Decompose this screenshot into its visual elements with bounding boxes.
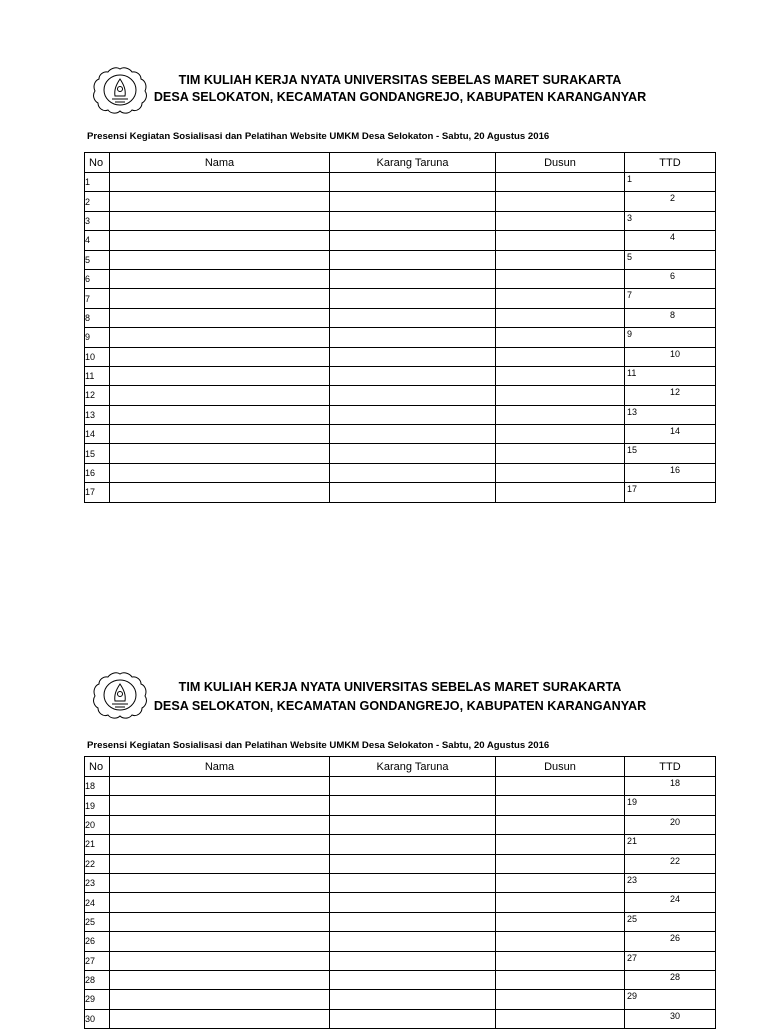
table-header-row bbox=[85, 757, 716, 777]
signature-cell[interactable] bbox=[625, 269, 716, 288]
table-row bbox=[85, 912, 716, 931]
signature-number: 25 bbox=[627, 913, 638, 924]
nama-cell[interactable] bbox=[110, 815, 330, 834]
nama-cell[interactable] bbox=[110, 932, 330, 951]
signature-number: 28 bbox=[670, 971, 681, 982]
dusun-cell[interactable] bbox=[496, 990, 625, 1009]
signature-cell[interactable] bbox=[625, 366, 716, 385]
signature-number: 19 bbox=[627, 797, 638, 808]
karang-taruna-cell[interactable] bbox=[330, 463, 496, 482]
dusun-cell[interactable] bbox=[496, 912, 625, 931]
karang-taruna-cell[interactable] bbox=[330, 483, 496, 502]
table-row bbox=[85, 970, 716, 989]
row-number: 15 bbox=[85, 444, 110, 463]
nama-cell[interactable] bbox=[110, 405, 330, 424]
karang-taruna-cell[interactable] bbox=[330, 425, 496, 444]
nama-cell[interactable] bbox=[110, 192, 330, 211]
table-row bbox=[85, 990, 716, 1009]
signature-cell[interactable] bbox=[625, 951, 716, 970]
signature-cell[interactable] bbox=[625, 308, 716, 327]
column-header-no: No bbox=[85, 153, 110, 173]
dusun-cell[interactable] bbox=[496, 269, 625, 288]
karang-taruna-cell[interactable] bbox=[330, 211, 496, 230]
row-number: 28 bbox=[85, 970, 110, 989]
row-number: 4 bbox=[85, 231, 110, 250]
attendance-table bbox=[84, 152, 716, 503]
table-row bbox=[85, 328, 716, 347]
karang-taruna-cell[interactable] bbox=[330, 932, 496, 951]
dusun-cell[interactable] bbox=[496, 463, 625, 482]
dusun-cell[interactable] bbox=[496, 308, 625, 327]
row-number: 18 bbox=[85, 777, 110, 796]
table-row bbox=[85, 893, 716, 912]
table-row bbox=[85, 873, 716, 892]
dusun-cell[interactable] bbox=[496, 796, 625, 815]
karang-taruna-cell[interactable] bbox=[330, 269, 496, 288]
signature-number: 20 bbox=[670, 816, 681, 827]
row-number: 10 bbox=[85, 347, 110, 366]
dusun-cell[interactable] bbox=[496, 835, 625, 854]
nama-cell[interactable] bbox=[110, 269, 330, 288]
karang-taruna-cell[interactable] bbox=[330, 231, 496, 250]
nama-cell[interactable] bbox=[110, 990, 330, 1009]
karang-taruna-cell[interactable] bbox=[330, 173, 496, 192]
karang-taruna-cell[interactable] bbox=[330, 405, 496, 424]
row-number: 22 bbox=[85, 854, 110, 873]
karang-taruna-cell[interactable] bbox=[330, 970, 496, 989]
row-number: 1 bbox=[85, 173, 110, 192]
header-subtitle: Presensi Kegiatan Sosialisasi dan Pelatihan Website UMKM Desa Selokaton - Sabtu, 20 Agustus 2016 bbox=[87, 740, 550, 751]
row-number: 12 bbox=[85, 386, 110, 405]
signature-number: 17 bbox=[627, 484, 638, 495]
nama-cell[interactable] bbox=[110, 386, 330, 405]
signature-cell[interactable] bbox=[625, 990, 716, 1009]
signature-number: 11 bbox=[627, 367, 637, 378]
column-header-ttd: TTD bbox=[625, 153, 716, 173]
signature-number: 15 bbox=[627, 445, 638, 456]
column-header-karang-taruna: Karang Taruna bbox=[330, 757, 496, 777]
signature-number: 26 bbox=[670, 933, 681, 944]
nama-cell[interactable] bbox=[110, 796, 330, 815]
signature-cell[interactable] bbox=[625, 854, 716, 873]
signature-cell[interactable] bbox=[625, 425, 716, 444]
signature-number: 13 bbox=[627, 406, 638, 417]
signature-cell[interactable] bbox=[625, 405, 716, 424]
nama-cell[interactable] bbox=[110, 912, 330, 931]
university-seal-icon bbox=[90, 670, 150, 720]
table-row bbox=[85, 951, 716, 970]
table-row bbox=[85, 366, 716, 385]
karang-taruna-cell[interactable] bbox=[330, 873, 496, 892]
row-number: 14 bbox=[85, 425, 110, 444]
signature-number: 24 bbox=[670, 894, 681, 905]
row-number: 13 bbox=[85, 405, 110, 424]
dusun-cell[interactable] bbox=[496, 289, 625, 308]
row-number: 24 bbox=[85, 893, 110, 912]
column-header-karang-taruna: Karang Taruna bbox=[330, 153, 496, 173]
nama-cell[interactable] bbox=[110, 463, 330, 482]
signature-cell[interactable] bbox=[625, 815, 716, 834]
table-row bbox=[85, 405, 716, 424]
nama-cell[interactable] bbox=[110, 970, 330, 989]
signature-cell[interactable] bbox=[625, 777, 716, 796]
dusun-cell[interactable] bbox=[496, 192, 625, 211]
signature-cell[interactable] bbox=[625, 463, 716, 482]
signature-cell[interactable] bbox=[625, 173, 716, 192]
table-row bbox=[85, 932, 716, 951]
signature-number: 5 bbox=[627, 251, 633, 262]
table-row bbox=[85, 463, 716, 482]
karang-taruna-cell[interactable] bbox=[330, 815, 496, 834]
row-number: 2 bbox=[85, 192, 110, 211]
table-row bbox=[85, 289, 716, 308]
university-seal-icon bbox=[90, 65, 150, 115]
attendance-table bbox=[84, 756, 716, 1029]
signature-number: 7 bbox=[627, 290, 633, 301]
column-header-ttd: TTD bbox=[625, 757, 716, 777]
nama-cell[interactable] bbox=[110, 250, 330, 269]
nama-cell[interactable] bbox=[110, 289, 330, 308]
table-row bbox=[85, 386, 716, 405]
signature-cell[interactable] bbox=[625, 328, 716, 347]
signature-number: 8 bbox=[670, 309, 676, 320]
signature-number: 6 bbox=[670, 270, 676, 281]
dusun-cell[interactable] bbox=[496, 932, 625, 951]
dusun-cell[interactable] bbox=[496, 444, 625, 463]
table-row bbox=[85, 231, 716, 250]
dusun-cell[interactable] bbox=[496, 873, 625, 892]
dusun-cell[interactable] bbox=[496, 970, 625, 989]
signature-number: 2 bbox=[670, 193, 676, 204]
signature-cell[interactable] bbox=[625, 873, 716, 892]
row-number: 17 bbox=[85, 483, 110, 502]
row-number: 3 bbox=[85, 211, 110, 230]
karang-taruna-cell[interactable] bbox=[330, 308, 496, 327]
table-row bbox=[85, 269, 716, 288]
dusun-cell[interactable] bbox=[496, 1009, 625, 1028]
column-header-dusun: Dusun bbox=[496, 757, 625, 777]
signature-cell[interactable] bbox=[625, 483, 716, 502]
nama-cell[interactable] bbox=[110, 835, 330, 854]
row-number: 19 bbox=[85, 796, 110, 815]
header-title-line2: DESA SELOKATON, KECAMATAN GONDANGREJO, KABUPATEN KARANGANYAR bbox=[153, 699, 647, 713]
karang-taruna-cell[interactable] bbox=[330, 289, 496, 308]
dusun-cell[interactable] bbox=[496, 366, 625, 385]
dusun-cell[interactable] bbox=[496, 347, 625, 366]
karang-taruna-cell[interactable] bbox=[330, 893, 496, 912]
signature-cell[interactable] bbox=[625, 835, 716, 854]
karang-taruna-cell[interactable] bbox=[330, 328, 496, 347]
row-number: 27 bbox=[85, 951, 110, 970]
karang-taruna-cell[interactable] bbox=[330, 192, 496, 211]
dusun-cell[interactable] bbox=[496, 231, 625, 250]
table-header-row bbox=[85, 153, 716, 173]
nama-cell[interactable] bbox=[110, 328, 330, 347]
karang-taruna-cell[interactable] bbox=[330, 347, 496, 366]
signature-number: 12 bbox=[670, 387, 681, 398]
signature-cell[interactable] bbox=[625, 386, 716, 405]
table-row bbox=[85, 854, 716, 873]
table-row bbox=[85, 250, 716, 269]
dusun-cell[interactable] bbox=[496, 893, 625, 912]
nama-cell[interactable] bbox=[110, 777, 330, 796]
signature-number: 9 bbox=[627, 329, 633, 340]
nama-cell[interactable] bbox=[110, 444, 330, 463]
row-number: 26 bbox=[85, 932, 110, 951]
column-header-no: No bbox=[85, 757, 110, 777]
header-subtitle: Presensi Kegiatan Sosialisasi dan Pelatihan Website UMKM Desa Selokaton - Sabtu, 20 Agustus 2016 bbox=[87, 131, 550, 142]
table-row bbox=[85, 815, 716, 834]
table-row bbox=[85, 835, 716, 854]
karang-taruna-cell[interactable] bbox=[330, 854, 496, 873]
row-number: 9 bbox=[85, 328, 110, 347]
dusun-cell[interactable] bbox=[496, 951, 625, 970]
karang-taruna-cell[interactable] bbox=[330, 990, 496, 1009]
signature-number: 23 bbox=[627, 874, 638, 885]
karang-taruna-cell[interactable] bbox=[330, 796, 496, 815]
signature-number: 29 bbox=[627, 991, 638, 1002]
table-row bbox=[85, 308, 716, 327]
column-header-nama: Nama bbox=[110, 757, 330, 777]
table-row bbox=[85, 1009, 716, 1028]
nama-cell[interactable] bbox=[110, 873, 330, 892]
signature-number: 10 bbox=[670, 348, 681, 359]
karang-taruna-cell[interactable] bbox=[330, 386, 496, 405]
row-number: 30 bbox=[85, 1009, 110, 1028]
karang-taruna-cell[interactable] bbox=[330, 777, 496, 796]
signature-cell[interactable] bbox=[625, 912, 716, 931]
dusun-cell[interactable] bbox=[496, 211, 625, 230]
signature-number: 21 bbox=[627, 836, 638, 847]
nama-cell[interactable] bbox=[110, 893, 330, 912]
row-number: 25 bbox=[85, 912, 110, 931]
table-row bbox=[85, 796, 716, 815]
karang-taruna-cell[interactable] bbox=[330, 835, 496, 854]
signature-number: 16 bbox=[670, 464, 681, 475]
signature-number: 30 bbox=[670, 1010, 681, 1021]
table-row bbox=[85, 211, 716, 230]
row-number: 29 bbox=[85, 990, 110, 1009]
signature-number: 1 bbox=[627, 174, 633, 184]
signature-cell[interactable] bbox=[625, 932, 716, 951]
row-number: 16 bbox=[85, 463, 110, 482]
signature-cell[interactable] bbox=[625, 347, 716, 366]
karang-taruna-cell[interactable] bbox=[330, 250, 496, 269]
nama-cell[interactable] bbox=[110, 231, 330, 250]
column-header-dusun: Dusun bbox=[496, 153, 625, 173]
table-row bbox=[85, 444, 716, 463]
signature-cell[interactable] bbox=[625, 231, 716, 250]
table-row bbox=[85, 425, 716, 444]
row-number: 21 bbox=[85, 835, 110, 854]
signature-cell[interactable] bbox=[625, 250, 716, 269]
dusun-cell[interactable] bbox=[496, 854, 625, 873]
signature-cell[interactable] bbox=[625, 289, 716, 308]
signature-cell[interactable] bbox=[625, 444, 716, 463]
dusun-cell[interactable] bbox=[496, 405, 625, 424]
dusun-cell[interactable] bbox=[496, 250, 625, 269]
dusun-cell[interactable] bbox=[496, 425, 625, 444]
signature-cell[interactable] bbox=[625, 1009, 716, 1028]
signature-number: 22 bbox=[670, 855, 681, 866]
karang-taruna-cell[interactable] bbox=[330, 912, 496, 931]
header-title-line1: TIM KULIAH KERJA NYATA UNIVERSITAS SEBELAS MARET SURAKARTA bbox=[178, 680, 622, 694]
dusun-cell[interactable] bbox=[496, 386, 625, 405]
nama-cell[interactable] bbox=[110, 308, 330, 327]
dusun-cell[interactable] bbox=[496, 328, 625, 347]
signature-number: 3 bbox=[627, 212, 633, 223]
nama-cell[interactable] bbox=[110, 347, 330, 366]
row-number: 6 bbox=[85, 269, 110, 288]
table-row bbox=[85, 483, 716, 502]
signature-cell[interactable] bbox=[625, 192, 716, 211]
header-title-line1: TIM KULIAH KERJA NYATA UNIVERSITAS SEBELAS MARET SURAKARTA bbox=[178, 73, 622, 87]
table-row bbox=[85, 192, 716, 211]
nama-cell[interactable] bbox=[110, 366, 330, 385]
nama-cell[interactable] bbox=[110, 483, 330, 502]
karang-taruna-cell[interactable] bbox=[330, 951, 496, 970]
nama-cell[interactable] bbox=[110, 854, 330, 873]
dusun-cell[interactable] bbox=[496, 483, 625, 502]
signature-number: 4 bbox=[670, 232, 676, 243]
dusun-cell[interactable] bbox=[496, 815, 625, 834]
nama-cell[interactable] bbox=[110, 951, 330, 970]
table-row bbox=[85, 347, 716, 366]
row-number: 8 bbox=[85, 308, 110, 327]
signature-cell[interactable] bbox=[625, 970, 716, 989]
signature-cell[interactable] bbox=[625, 211, 716, 230]
signature-cell[interactable] bbox=[625, 796, 716, 815]
dusun-cell[interactable] bbox=[496, 173, 625, 192]
nama-cell[interactable] bbox=[110, 425, 330, 444]
row-number: 5 bbox=[85, 250, 110, 269]
row-number: 23 bbox=[85, 873, 110, 892]
row-number: 11 bbox=[85, 366, 110, 385]
row-number: 20 bbox=[85, 815, 110, 834]
signature-cell[interactable] bbox=[625, 893, 716, 912]
table-row bbox=[85, 173, 716, 192]
karang-taruna-cell[interactable] bbox=[330, 366, 496, 385]
nama-cell[interactable] bbox=[110, 1009, 330, 1028]
signature-number: 18 bbox=[670, 778, 681, 788]
table-row bbox=[85, 777, 716, 796]
karang-taruna-cell[interactable] bbox=[330, 1009, 496, 1028]
row-number: 7 bbox=[85, 289, 110, 308]
dusun-cell[interactable] bbox=[496, 777, 625, 796]
header-title-line2: DESA SELOKATON, KECAMATAN GONDANGREJO, KABUPATEN KARANGANYAR bbox=[153, 90, 647, 104]
nama-cell[interactable] bbox=[110, 173, 330, 192]
column-header-nama: Nama bbox=[110, 153, 330, 173]
karang-taruna-cell[interactable] bbox=[330, 444, 496, 463]
signature-number: 27 bbox=[627, 952, 638, 963]
signature-number: 14 bbox=[670, 426, 681, 437]
nama-cell[interactable] bbox=[110, 211, 330, 230]
